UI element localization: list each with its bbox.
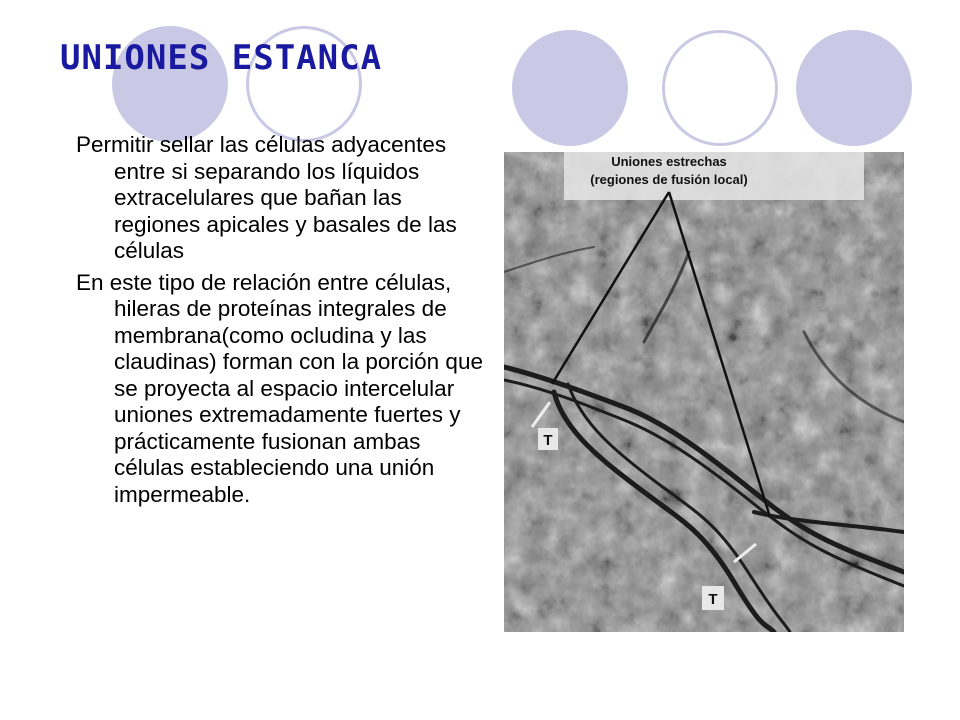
caption-line-1: Uniones estrechas	[611, 154, 727, 169]
slide-title: UNIONES ESTANCA	[60, 38, 383, 78]
marker-t-2: T	[708, 591, 718, 608]
paragraph-2: En este tipo de relación entre células, hileras de proteínas integrales de membrana(como ocludina y las claudinas) forman con la porción que se proyecta al espacio intercelular uniones extremadamente fuertes y prácticamente fusionan ambas células estableciendo una unión impermeable.	[76, 269, 483, 507]
caption-line-2: (regiones de fusión local)	[590, 172, 748, 187]
marker-t-1: T	[543, 432, 553, 449]
decorative-ring-2	[662, 30, 778, 146]
decorative-circle-2	[512, 30, 628, 146]
paragraph-1: Permitir sellar las células adyacentes entre si separando los líquidos extracelulares que bañan las regiones apicales y basales de las células	[76, 132, 457, 263]
slide-body	[76, 132, 486, 513]
decorative-circle-3	[796, 30, 912, 146]
micrograph-image	[504, 152, 904, 632]
